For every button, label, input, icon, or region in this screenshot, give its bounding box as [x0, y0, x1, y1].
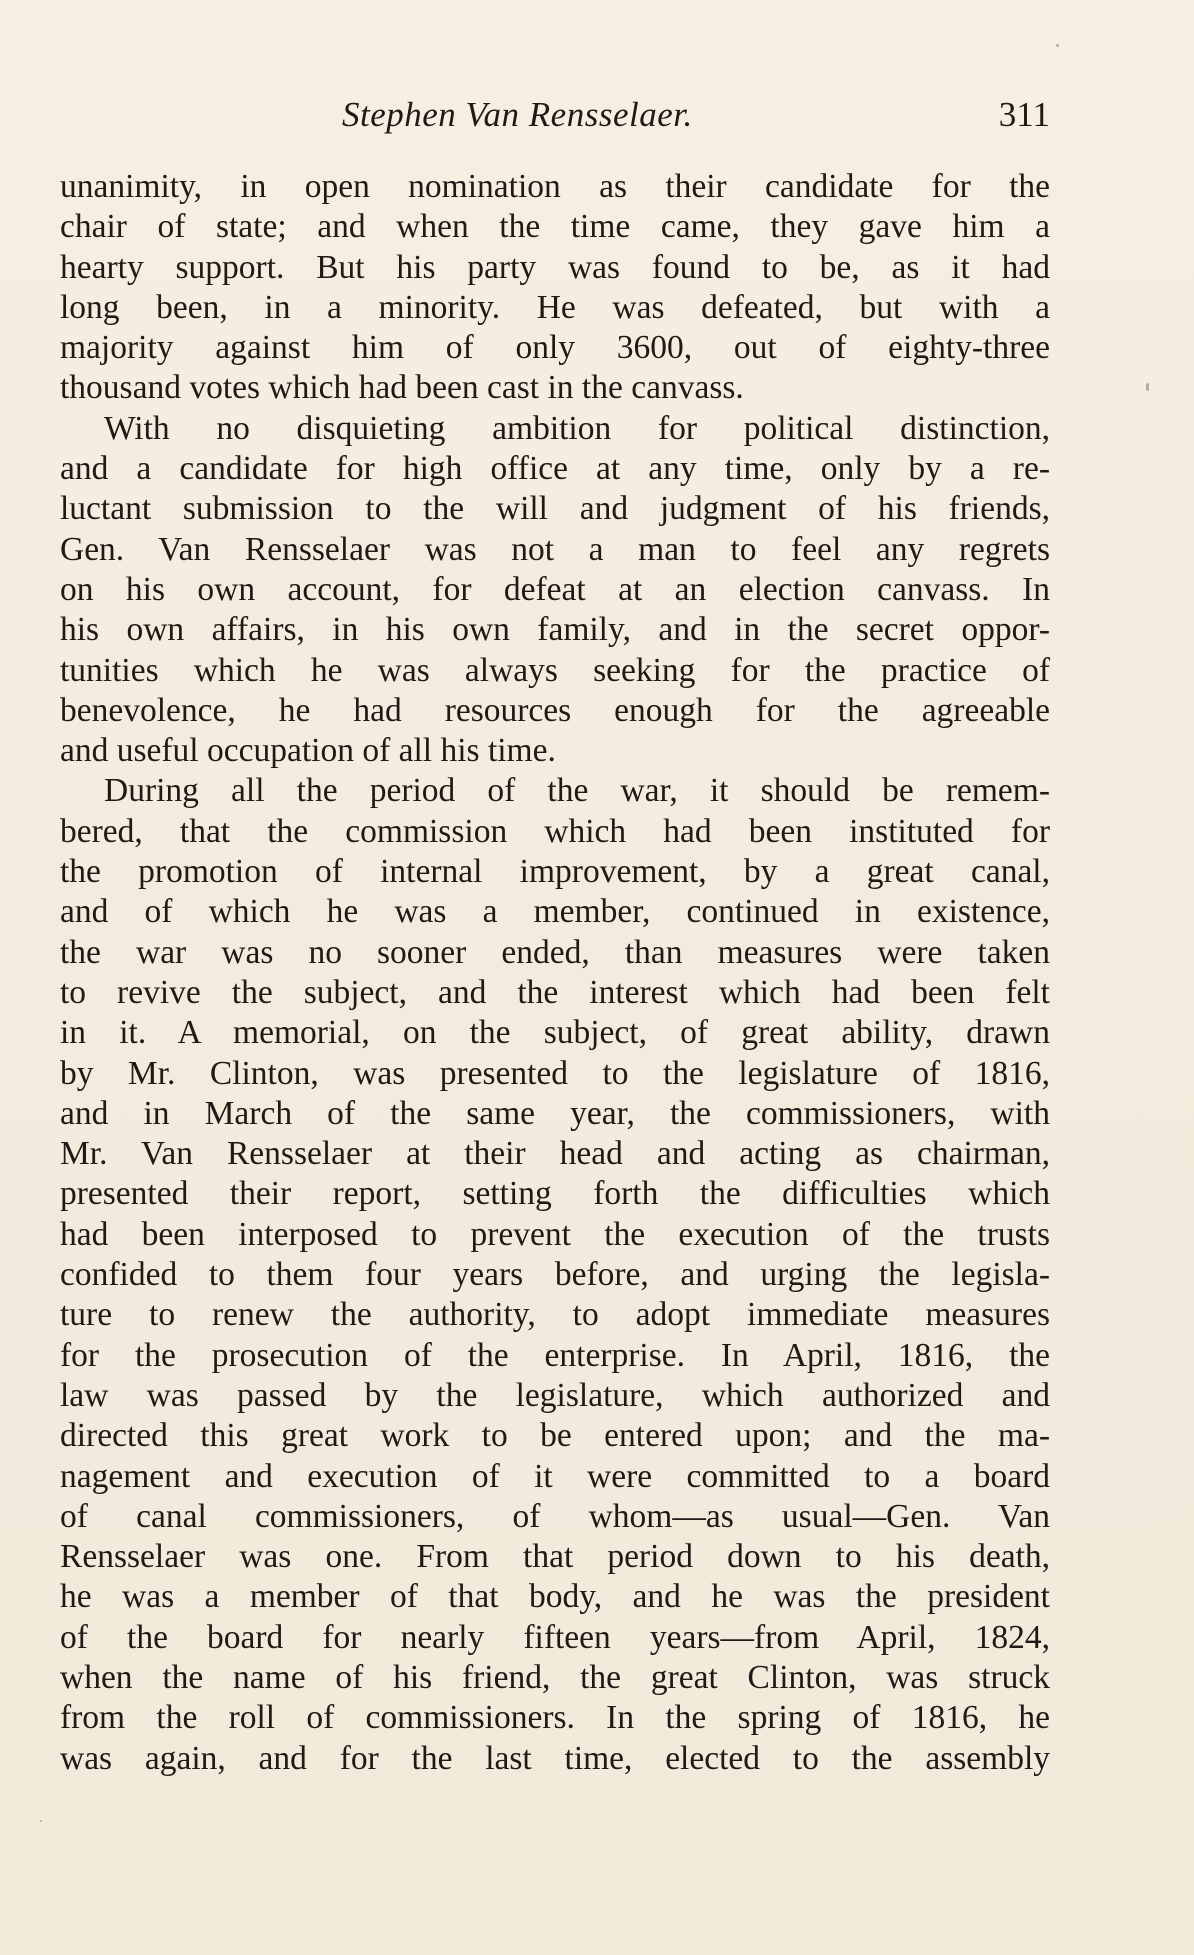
text-line: During all the period of the war, it should be remem-: [104, 772, 1050, 810]
text-line: long been, in a minority. He was defeated, but with a: [60, 288, 1050, 326]
text-line: the promotion of internal improvement, by a great canal,: [60, 853, 1050, 891]
text-line: when the name of his friend, the great Clinton, was struck: [60, 1658, 1050, 1696]
text-line: from the roll of commissioners. In the spring of 1816, he: [60, 1699, 1050, 1737]
page-number: 311: [998, 95, 1050, 134]
text-line: of the board for nearly fifteen years—from April, 1824,: [60, 1618, 1050, 1656]
text-line: and useful occupation of all his time.: [60, 732, 556, 770]
text-line: Mr. Van Rensselaer at their head and acting as chairman,: [60, 1135, 1050, 1173]
text-line: presented their report, setting forth the difficulties which: [60, 1175, 1050, 1213]
text-line: With no disquieting ambition for political distinction,: [104, 409, 1050, 447]
text-line: on his own account, for defeat at an election canvass. In: [60, 570, 1050, 608]
text-line: directed this great work to be entered upon; and the ma-: [60, 1417, 1050, 1455]
text-line: thousand votes which had been cast in the canvass.: [60, 369, 744, 407]
text-line: Rensselaer was one. From that period down to his death,: [60, 1538, 1050, 1576]
text-line: nagement and execution of it were committed to a board: [60, 1457, 1050, 1495]
paragraph: [60, 771, 1050, 1778]
text-line: and of which he was a member, continued in existence,: [60, 893, 1050, 931]
text-line: luctant submission to the will and judgment of his friends,: [60, 490, 1050, 528]
text-line: for the prosecution of the enterprise. In April, 1816, the: [60, 1336, 1050, 1374]
text-line: ture to renew the authority, to adopt immediate measures: [60, 1296, 1050, 1334]
paper-speck: [40, 1820, 42, 1822]
text-line: bered, that the commission which had been instituted for: [60, 812, 1050, 850]
text-line: benevolence, he had resources enough for the agreeable: [60, 691, 1050, 729]
text-line: unanimity, in open nomination as their candidate for the: [60, 168, 1050, 205]
text-line: hearty support. But his party was found to be, as it had: [60, 248, 1050, 286]
running-head: [60, 95, 1050, 145]
text-line: tunities which he was always seeking for the practice of: [60, 651, 1050, 689]
paper-speck: [1056, 44, 1059, 47]
text-line: the war was no sooner ended, than measures were taken: [60, 933, 1050, 971]
text-line: and a candidate for high office at any time, only by a re-: [60, 450, 1050, 488]
text-line: Gen. Van Rensselaer was not a man to feel any regrets: [60, 530, 1050, 568]
text-line: his own affairs, in his own family, and in the secret oppor-: [60, 611, 1050, 649]
text-line: was again, and for the last time, elected to the assembly: [60, 1739, 1050, 1777]
body-text: [60, 167, 1050, 1779]
text-line: and in March of the same year, the commissioners, with: [60, 1094, 1050, 1132]
text-line: law was passed by the legislature, which authorized and: [60, 1376, 1050, 1414]
running-title: Stephen Van Rensselaer.: [342, 95, 693, 134]
text-line: by Mr. Clinton, was presented to the legislature of 1816,: [60, 1054, 1050, 1092]
text-line: of canal commissioners, of whom—as usual—Gen. Van: [60, 1497, 1050, 1535]
text-line: to revive the subject, and the interest which had been felt: [60, 973, 1050, 1011]
text-line: had been interposed to prevent the execution of the trusts: [60, 1215, 1050, 1253]
paper-speck: [1146, 383, 1149, 391]
text-line: he was a member of that body, and he was the president: [60, 1578, 1050, 1616]
paragraph: [60, 409, 1050, 772]
paragraph: [60, 167, 1050, 409]
text-line: confided to them four years before, and urging the legisla-: [60, 1256, 1050, 1294]
text-line: in it. A memorial, on the subject, of great ability, drawn: [60, 1014, 1050, 1052]
text-line: chair of state; and when the time came, they gave him a: [60, 208, 1050, 246]
text-line: majority against him of only 3600, out of eighty-three: [60, 329, 1050, 367]
